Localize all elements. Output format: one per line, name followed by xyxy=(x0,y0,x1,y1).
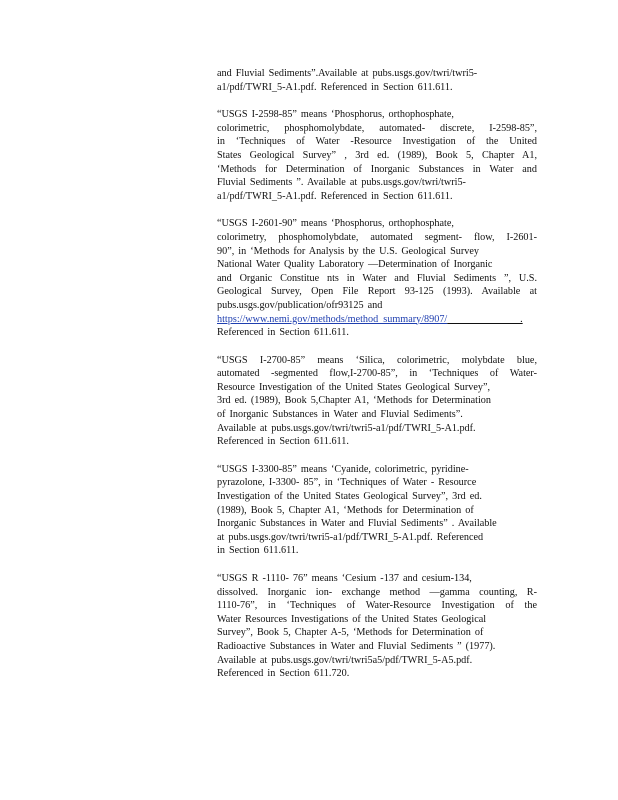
text-line: Inorganic Substances in Water and Fluvial Sediments” . Available xyxy=(217,518,497,530)
document-text-column xyxy=(217,67,537,695)
text-line: colorimetric, phosphomolybdate, automated- discrete, I-2598-85”, xyxy=(217,122,537,134)
text-line: Available at pubs.usgs.gov/twri/twri5a5/pdf/TWRI_5-A5.pdf. xyxy=(217,654,473,666)
text-line: of Inorganic Substances in Water and Fluvial Sediments”. xyxy=(217,409,463,421)
text-line: Survey”, Book 5, Chapter A-5, ‘Methods for Determination of xyxy=(217,627,484,639)
text-line[interactable] xyxy=(217,313,537,327)
text-line: Resource Investigation of the United States Geological Survey”, xyxy=(217,381,491,393)
text-line: “USGS I-2598-85” means ‘Phosphorus, orthophosphate, xyxy=(217,109,454,121)
text-line: Investigation of the United States Geological Survey”, 3rd ed. xyxy=(217,491,482,503)
text-line: Referenced in Section 611.720. xyxy=(217,668,350,680)
text-line: “USGS R -1110- 76” means ‘Cesium -137 and cesium-134, xyxy=(217,573,472,584)
text-line: ‘Methods for Determination of Inorganic Substances in Water and xyxy=(217,163,537,175)
text-line: and Fluvial Sediments”.Available at pubs.usgs.gov/twri/twri5- xyxy=(217,68,478,79)
paragraph-usgs-i-2700-85 xyxy=(217,354,537,449)
text-line: “USGS I-2700-85” means ‘Silica, colorimetric, molybdate blue, xyxy=(217,354,537,366)
text-line: a1/pdf/TWRI_5-A1.pdf. Referenced in Section 611.611. xyxy=(217,81,453,93)
link-trailing-period: . xyxy=(447,313,523,325)
paragraph-usgs-r-1110-76 xyxy=(217,572,537,681)
paragraph-fluvial-sediments-continuation xyxy=(217,67,537,94)
text-line: 3rd ed. (1989), Book 5,Chapter A1, ‘Methods for Determination xyxy=(217,395,491,407)
text-line: Geological Survey, Open File Report 93-125 (1993). Available at xyxy=(217,286,537,298)
text-line: Fluvial Sediments ”. Available at pubs.usgs.gov/twri/twri5- xyxy=(217,177,466,189)
paragraph-usgs-i-3300-85 xyxy=(217,463,537,558)
paragraph-usgs-i-2601-90 xyxy=(217,217,537,339)
text-line: Referenced in Section 611.611. xyxy=(217,436,349,448)
text-line: 1110-76”, in ‘Techniques of Water-Resource Investigation of the xyxy=(217,600,537,612)
text-line: dissolved. Inorganic ion- exchange method —gamma counting, R- xyxy=(217,586,537,598)
text-line: at pubs.usgs.gov/twri/twri5-a1/pdf/TWRI_5-A1.pdf. Referenced xyxy=(217,531,484,543)
text-line: a1/pdf/TWRI_5-A1.pdf. Referenced in Section 611.611. xyxy=(217,190,453,202)
text-line: Available at pubs.usgs.gov/twri/twri5-a1/pdf/TWRI_5-A1.pdf. xyxy=(217,422,476,434)
text-line: (1989), Book 5, Chapter A1, ‘Methods for Determination of xyxy=(217,504,474,516)
text-line: 90”, in ‘Methods for Analysis by the U.S. Geological Survey xyxy=(217,245,479,257)
text-line: and Organic Constitue nts in Water and Fluvial Sediments ”, U.S. xyxy=(217,272,537,284)
text-line: Water Resources Investigations of the United States Geological xyxy=(217,613,487,625)
paragraph-usgs-i-2598-85 xyxy=(217,108,537,203)
text-line: colorimetry, phosphomolybdate, automated segment- flow, I-2601- xyxy=(217,231,537,243)
method-summary-link[interactable]: https://www.nemi.gov/methods/method_summary/8907/ xyxy=(217,313,448,325)
text-line: in ‘Techniques of Water -Resource Investigation of the United xyxy=(217,136,537,148)
text-line: Radioactive Substances in Water and Fluvial Sediments ” (1977). xyxy=(217,640,496,652)
text-line: “USGS I-3300-85” means ‘Cyanide, colorimetric, pyridine- xyxy=(217,463,469,475)
text-line: automated -segmented flow,I-2700-85”, in ‘Techniques of Water- xyxy=(217,368,537,380)
text-line: pubs.usgs.gov/publication/ofr93125 and xyxy=(217,299,383,311)
text-line: pyrazolone, I-3300- 85”, in ‘Techniques of Water - Resource xyxy=(217,477,477,489)
text-line: National Water Quality Laboratory —Determination of Inorganic xyxy=(217,259,493,271)
text-line: in Section 611.611. xyxy=(217,545,299,557)
text-line: Referenced in Section 611.611. xyxy=(217,327,349,339)
text-line: States Geological Survey” , 3rd ed. (1989), Book 5, Chapter A1, xyxy=(217,149,537,161)
text-line: “USGS I-2601-90” means ‘Phosphorus, orthophosphate, xyxy=(217,218,454,230)
